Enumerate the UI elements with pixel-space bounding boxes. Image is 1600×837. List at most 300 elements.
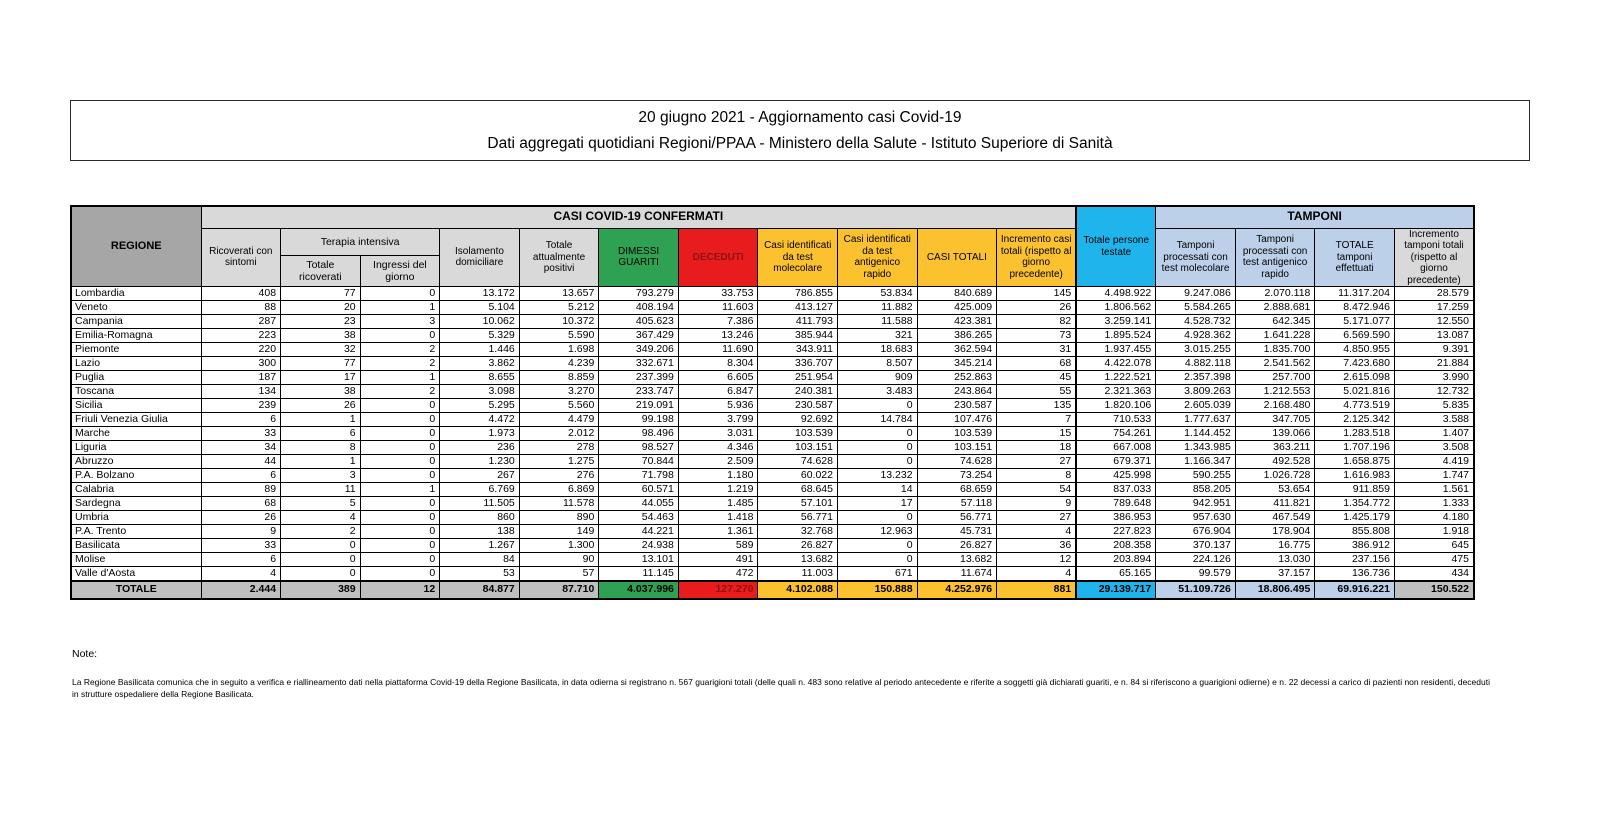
cell-value: 6.569.590 bbox=[1315, 329, 1395, 343]
totale-cell-value: 150.522 bbox=[1394, 581, 1474, 599]
col-header-dimessi-guariti: DIMESSI GUARITI bbox=[599, 228, 679, 287]
cell-value: 278 bbox=[519, 441, 599, 455]
col-header-incremento-casi: Incremento casi totali (rispetto al giorno precedente) bbox=[997, 228, 1077, 287]
cell-value: 1.333 bbox=[1394, 497, 1474, 511]
cell-value: 13.232 bbox=[838, 469, 918, 483]
cell-value: 1.283.518 bbox=[1315, 427, 1395, 441]
cell-value: 1.354.772 bbox=[1315, 497, 1395, 511]
table-row bbox=[71, 553, 1474, 567]
cell-value: 0 bbox=[360, 441, 440, 455]
cell-value: 1.616.983 bbox=[1315, 469, 1395, 483]
cell-value: 11.317.204 bbox=[1315, 287, 1395, 301]
table-row bbox=[71, 511, 1474, 525]
cell-value: 68 bbox=[997, 357, 1077, 371]
cell-value: 5.936 bbox=[678, 399, 758, 413]
cell-value: 332.671 bbox=[599, 357, 679, 371]
cell-value: 667.008 bbox=[1076, 441, 1156, 455]
cell-value: 890 bbox=[519, 511, 599, 525]
cell-value: 6 bbox=[281, 427, 361, 441]
cell-value: 13.030 bbox=[1235, 553, 1315, 567]
cell-value: 227.823 bbox=[1076, 525, 1156, 539]
cell-value: 12.550 bbox=[1394, 315, 1474, 329]
totale-cell-value: 29.139.717 bbox=[1076, 581, 1156, 599]
cell-value: 0 bbox=[838, 427, 918, 441]
cell-value: 5.590 bbox=[519, 329, 599, 343]
cell-value: 1.641.228 bbox=[1235, 329, 1315, 343]
region-name: Molise bbox=[71, 553, 201, 567]
region-name: Lazio bbox=[71, 357, 201, 371]
cell-value: 8 bbox=[281, 441, 361, 455]
table-row bbox=[71, 469, 1474, 483]
table-row bbox=[71, 441, 1474, 455]
cell-value: 860 bbox=[440, 511, 520, 525]
cell-value: 1.806.562 bbox=[1076, 301, 1156, 315]
cell-value: 1.144.452 bbox=[1156, 427, 1236, 441]
cell-value: 0 bbox=[838, 511, 918, 525]
cell-value: 2.615.098 bbox=[1315, 371, 1395, 385]
cell-value: 6 bbox=[201, 469, 281, 483]
cell-value: 385.944 bbox=[758, 329, 838, 343]
cell-value: 1.267 bbox=[440, 539, 520, 553]
cell-value: 434 bbox=[1394, 567, 1474, 581]
cell-value: 3 bbox=[281, 469, 361, 483]
region-name: Liguria bbox=[71, 441, 201, 455]
cell-value: 45 bbox=[997, 371, 1077, 385]
cell-value: 26 bbox=[281, 399, 361, 413]
cell-value: 336.707 bbox=[758, 357, 838, 371]
cell-value: 1.937.455 bbox=[1076, 343, 1156, 357]
cell-value: 4.882.118 bbox=[1156, 357, 1236, 371]
cell-value: 26.827 bbox=[758, 539, 838, 553]
cell-value: 1 bbox=[281, 413, 361, 427]
cell-value: 0 bbox=[360, 539, 440, 553]
cell-value: 1 bbox=[360, 301, 440, 315]
cell-value: 0 bbox=[838, 399, 918, 413]
col-header-incremento-tamponi: Incremento tamponi totali (rispetto al giorno precedente) bbox=[1394, 228, 1474, 287]
cell-value: 11.690 bbox=[678, 343, 758, 357]
cell-value: 9.391 bbox=[1394, 343, 1474, 357]
cell-value: 942.951 bbox=[1156, 497, 1236, 511]
cell-value: 219.091 bbox=[599, 399, 679, 413]
table-row bbox=[71, 399, 1474, 413]
cell-value: 386.912 bbox=[1315, 539, 1395, 553]
cell-value: 26 bbox=[997, 301, 1077, 315]
cell-value: 55 bbox=[997, 385, 1077, 399]
cell-value: 20 bbox=[281, 301, 361, 315]
cell-value: 4 bbox=[201, 567, 281, 581]
col-header-casi-molecolare: Casi identificati da test molecolare bbox=[758, 228, 838, 287]
region-name: P.A. Bolzano bbox=[71, 469, 201, 483]
cell-value: 103.539 bbox=[758, 427, 838, 441]
cell-value: 786.855 bbox=[758, 287, 838, 301]
cell-value: 99.198 bbox=[599, 413, 679, 427]
cell-value: 44.221 bbox=[599, 525, 679, 539]
cell-value: 74.628 bbox=[917, 455, 997, 469]
band-casi-confermati: CASI COVID-19 CONFERMATI bbox=[201, 206, 1076, 228]
cell-value: 6 bbox=[201, 553, 281, 567]
cell-value: 0 bbox=[838, 553, 918, 567]
totale-cell-value: 389 bbox=[281, 581, 361, 599]
cell-value: 0 bbox=[360, 413, 440, 427]
cell-value: 15 bbox=[997, 427, 1077, 441]
cell-value: 1.561 bbox=[1394, 483, 1474, 497]
cell-value: 2.541.562 bbox=[1235, 357, 1315, 371]
cell-value: 68 bbox=[201, 497, 281, 511]
cell-value: 10.372 bbox=[519, 315, 599, 329]
cell-value: 370.137 bbox=[1156, 539, 1236, 553]
cell-value: 68.645 bbox=[758, 483, 838, 497]
cell-value: 3.799 bbox=[678, 413, 758, 427]
cell-value: 0 bbox=[360, 287, 440, 301]
cell-value: 44 bbox=[201, 455, 281, 469]
cell-value: 6.869 bbox=[519, 483, 599, 497]
cell-value: 230.587 bbox=[758, 399, 838, 413]
cell-value: 267 bbox=[440, 469, 520, 483]
cell-value: 82 bbox=[997, 315, 1077, 329]
cell-value: 53.654 bbox=[1235, 483, 1315, 497]
cell-value: 18.683 bbox=[838, 343, 918, 357]
cell-value: 138 bbox=[440, 525, 520, 539]
cell-value: 287 bbox=[201, 315, 281, 329]
cell-value: 4.773.519 bbox=[1315, 399, 1395, 413]
table-header bbox=[71, 206, 1474, 287]
cell-value: 0 bbox=[360, 329, 440, 343]
cell-value: 1.222.521 bbox=[1076, 371, 1156, 385]
cell-value: 33 bbox=[201, 427, 281, 441]
cell-value: 1.698 bbox=[519, 343, 599, 357]
table-row bbox=[71, 455, 1474, 469]
cell-value: 3.259.141 bbox=[1076, 315, 1156, 329]
cell-value: 1.835.700 bbox=[1235, 343, 1315, 357]
cell-value: 0 bbox=[360, 553, 440, 567]
cell-value: 1.425.179 bbox=[1315, 511, 1395, 525]
page-subtitle: Dati aggregati quotidiani Regioni/PPAA - Ministero della Salute - Istituto Superiore di Sanità bbox=[487, 134, 1113, 152]
cell-value: 23 bbox=[281, 315, 361, 329]
cell-value: 77 bbox=[281, 357, 361, 371]
cell-value: 65.165 bbox=[1076, 567, 1156, 581]
cell-value: 11.603 bbox=[678, 301, 758, 315]
cell-value: 103.151 bbox=[758, 441, 838, 455]
region-name: Basilicata bbox=[71, 539, 201, 553]
cell-value: 11.145 bbox=[599, 567, 679, 581]
page-title: 20 giugno 2021 - Aggiornamento casi Covid-19 bbox=[638, 109, 962, 127]
table-row bbox=[71, 567, 1474, 581]
table-row bbox=[71, 483, 1474, 497]
totale-label: TOTALE bbox=[71, 581, 201, 599]
cell-value: 88 bbox=[201, 301, 281, 315]
cell-value: 1.026.728 bbox=[1235, 469, 1315, 483]
table-row bbox=[71, 385, 1474, 399]
totale-cell-value: 4.252.976 bbox=[917, 581, 997, 599]
cell-value: 12.963 bbox=[838, 525, 918, 539]
covid-data-table bbox=[70, 205, 1475, 600]
cell-value: 3.588 bbox=[1394, 413, 1474, 427]
totale-cell-value: 51.109.726 bbox=[1156, 581, 1236, 599]
totale-cell-value: 4.037.996 bbox=[599, 581, 679, 599]
table-row bbox=[71, 427, 1474, 441]
cell-value: 1.212.553 bbox=[1235, 385, 1315, 399]
cell-value: 2 bbox=[360, 343, 440, 357]
cell-value: 13.087 bbox=[1394, 329, 1474, 343]
table-row bbox=[71, 329, 1474, 343]
cell-value: 28.579 bbox=[1394, 287, 1474, 301]
cell-value: 4.850.955 bbox=[1315, 343, 1395, 357]
cell-value: 14 bbox=[838, 483, 918, 497]
cell-value: 7.423.680 bbox=[1315, 357, 1395, 371]
cell-value: 1.343.985 bbox=[1156, 441, 1236, 455]
region-name: Calabria bbox=[71, 483, 201, 497]
cell-value: 0 bbox=[360, 511, 440, 525]
col-header-attualmente-positivi: Totale attualmente positivi bbox=[519, 228, 599, 287]
cell-value: 17 bbox=[838, 497, 918, 511]
cell-value: 1.446 bbox=[440, 343, 520, 357]
cell-value: 1.418 bbox=[678, 511, 758, 525]
cell-value: 4.498.922 bbox=[1076, 287, 1156, 301]
table-row bbox=[71, 301, 1474, 315]
cell-value: 243.864 bbox=[917, 385, 997, 399]
cell-value: 54.463 bbox=[599, 511, 679, 525]
cell-value: 9 bbox=[997, 497, 1077, 511]
cell-value: 405.623 bbox=[599, 315, 679, 329]
col-header-deceduti: DECEDUTI bbox=[678, 228, 758, 287]
cell-value: 1.485 bbox=[678, 497, 758, 511]
cell-value: 386.265 bbox=[917, 329, 997, 343]
cell-value: 492.528 bbox=[1235, 455, 1315, 469]
cell-value: 411.793 bbox=[758, 315, 838, 329]
cell-value: 4.479 bbox=[519, 413, 599, 427]
cell-value: 92.692 bbox=[758, 413, 838, 427]
cell-value: 676.904 bbox=[1156, 525, 1236, 539]
cell-value: 103.539 bbox=[917, 427, 997, 441]
col-header-totale-ricoverati: Totale ricoverati bbox=[281, 255, 361, 286]
cell-value: 3.015.255 bbox=[1156, 343, 1236, 357]
cell-value: 233.747 bbox=[599, 385, 679, 399]
cell-value: 237.156 bbox=[1315, 553, 1395, 567]
cell-value: 425.998 bbox=[1076, 469, 1156, 483]
table-row bbox=[71, 413, 1474, 427]
totale-cell-value: 18.806.495 bbox=[1235, 581, 1315, 599]
cell-value: 5.329 bbox=[440, 329, 520, 343]
cell-value: 4.472 bbox=[440, 413, 520, 427]
cell-value: 413.127 bbox=[758, 301, 838, 315]
cell-value: 4 bbox=[281, 511, 361, 525]
cell-value: 345.214 bbox=[917, 357, 997, 371]
cell-value: 3.990 bbox=[1394, 371, 1474, 385]
cell-value: 1.658.875 bbox=[1315, 455, 1395, 469]
totale-cell-value: 87.710 bbox=[519, 581, 599, 599]
cell-value: 27 bbox=[997, 455, 1077, 469]
cell-value: 11 bbox=[281, 483, 361, 497]
cell-value: 98.496 bbox=[599, 427, 679, 441]
cell-value: 57.118 bbox=[917, 497, 997, 511]
cell-value: 590.255 bbox=[1156, 469, 1236, 483]
cell-value: 178.904 bbox=[1235, 525, 1315, 539]
cell-value: 4 bbox=[997, 567, 1077, 581]
cell-value: 11.505 bbox=[440, 497, 520, 511]
cell-value: 11.003 bbox=[758, 567, 838, 581]
cell-value: 8.655 bbox=[440, 371, 520, 385]
totale-cell-value: 4.102.088 bbox=[758, 581, 838, 599]
cell-value: 1 bbox=[281, 455, 361, 469]
col-header-casi-totali: CASI TOTALI bbox=[917, 228, 997, 287]
cell-value: 1.918 bbox=[1394, 525, 1474, 539]
cell-value: 3.031 bbox=[678, 427, 758, 441]
cell-value: 13.657 bbox=[519, 287, 599, 301]
cell-value: 0 bbox=[838, 441, 918, 455]
cell-value: 11.588 bbox=[838, 315, 918, 329]
cell-value: 73.254 bbox=[917, 469, 997, 483]
cell-value: 349.206 bbox=[599, 343, 679, 357]
notes-title: Note: bbox=[72, 648, 98, 660]
cell-value: 99.579 bbox=[1156, 567, 1236, 581]
cell-value: 5.212 bbox=[519, 301, 599, 315]
cell-value: 208.358 bbox=[1076, 539, 1156, 553]
cell-value: 589 bbox=[678, 539, 758, 553]
cell-value: 6 bbox=[201, 413, 281, 427]
cell-value: 223 bbox=[201, 329, 281, 343]
cell-value: 3.098 bbox=[440, 385, 520, 399]
cell-value: 6.605 bbox=[678, 371, 758, 385]
cell-value: 13.101 bbox=[599, 553, 679, 567]
cell-value: 1.407 bbox=[1394, 427, 1474, 441]
table-body bbox=[71, 287, 1474, 599]
cell-value: 26.827 bbox=[917, 539, 997, 553]
cell-value: 53 bbox=[440, 567, 520, 581]
cell-value: 37.157 bbox=[1235, 567, 1315, 581]
col-header-regione: REGIONE bbox=[71, 206, 201, 287]
cell-value: 57 bbox=[519, 567, 599, 581]
cell-value: 240.381 bbox=[758, 385, 838, 399]
cell-value: 14.784 bbox=[838, 413, 918, 427]
totale-cell-value: 127.270 bbox=[678, 581, 758, 599]
cell-value: 1.230 bbox=[440, 455, 520, 469]
cell-value: 1 bbox=[360, 483, 440, 497]
cell-value: 134 bbox=[201, 385, 281, 399]
cell-value: 239 bbox=[201, 399, 281, 413]
cell-value: 32 bbox=[281, 343, 361, 357]
cell-value: 2.125.342 bbox=[1315, 413, 1395, 427]
cell-value: 1 bbox=[360, 371, 440, 385]
cell-value: 837.033 bbox=[1076, 483, 1156, 497]
cell-value: 645 bbox=[1394, 539, 1474, 553]
cell-value: 60.022 bbox=[758, 469, 838, 483]
cell-value: 7.386 bbox=[678, 315, 758, 329]
cell-value: 5.584.265 bbox=[1156, 301, 1236, 315]
cell-value: 252.863 bbox=[917, 371, 997, 385]
cell-value: 2.509 bbox=[678, 455, 758, 469]
cell-value: 754.261 bbox=[1076, 427, 1156, 441]
cell-value: 4.419 bbox=[1394, 455, 1474, 469]
cell-value: 710.533 bbox=[1076, 413, 1156, 427]
cell-value: 1.361 bbox=[678, 525, 758, 539]
cell-value: 855.808 bbox=[1315, 525, 1395, 539]
region-name: Emilia-Romagna bbox=[71, 329, 201, 343]
cell-value: 5 bbox=[281, 497, 361, 511]
totale-cell-value: 881 bbox=[997, 581, 1077, 599]
cell-value: 33.753 bbox=[678, 287, 758, 301]
cell-value: 2.168.480 bbox=[1235, 399, 1315, 413]
cell-value: 642.345 bbox=[1235, 315, 1315, 329]
cell-value: 362.594 bbox=[917, 343, 997, 357]
cell-value: 5.560 bbox=[519, 399, 599, 413]
cell-value: 3.508 bbox=[1394, 441, 1474, 455]
cell-value: 491 bbox=[678, 553, 758, 567]
cell-value: 90 bbox=[519, 553, 599, 567]
cell-value: 2 bbox=[281, 525, 361, 539]
cell-value: 17 bbox=[281, 371, 361, 385]
cell-value: 5.171.077 bbox=[1315, 315, 1395, 329]
cell-value: 12 bbox=[997, 553, 1077, 567]
cell-value: 224.126 bbox=[1156, 553, 1236, 567]
cell-value: 13.682 bbox=[758, 553, 838, 567]
cell-value: 1.219 bbox=[678, 483, 758, 497]
table-row bbox=[71, 497, 1474, 511]
cell-value: 0 bbox=[360, 427, 440, 441]
cell-value: 8.859 bbox=[519, 371, 599, 385]
cell-value: 347.705 bbox=[1235, 413, 1315, 427]
cell-value: 300 bbox=[201, 357, 281, 371]
cell-value: 187 bbox=[201, 371, 281, 385]
cell-value: 467.549 bbox=[1235, 511, 1315, 525]
region-name: Piemonte bbox=[71, 343, 201, 357]
cell-value: 0 bbox=[838, 455, 918, 469]
cell-value: 74.628 bbox=[758, 455, 838, 469]
cell-value: 56.771 bbox=[917, 511, 997, 525]
cell-value: 4.180 bbox=[1394, 511, 1474, 525]
cell-value: 4.422.078 bbox=[1076, 357, 1156, 371]
cell-value: 1.820.106 bbox=[1076, 399, 1156, 413]
cell-value: 9 bbox=[201, 525, 281, 539]
cell-value: 71.798 bbox=[599, 469, 679, 483]
notes-section bbox=[72, 648, 1496, 701]
cell-value: 911.859 bbox=[1315, 483, 1395, 497]
region-name: Lombardia bbox=[71, 287, 201, 301]
cell-value: 2.321.363 bbox=[1076, 385, 1156, 399]
cell-value: 8.304 bbox=[678, 357, 758, 371]
cell-value: 11.578 bbox=[519, 497, 599, 511]
cell-value: 27 bbox=[997, 511, 1077, 525]
cell-value: 2 bbox=[360, 357, 440, 371]
cell-value: 145 bbox=[997, 287, 1077, 301]
cell-value: 89 bbox=[201, 483, 281, 497]
cell-value: 793.279 bbox=[599, 287, 679, 301]
cell-value: 44.055 bbox=[599, 497, 679, 511]
cell-value: 139.066 bbox=[1235, 427, 1315, 441]
cell-value: 0 bbox=[360, 525, 440, 539]
cell-value: 73 bbox=[997, 329, 1077, 343]
cell-value: 423.381 bbox=[917, 315, 997, 329]
region-name: Puglia bbox=[71, 371, 201, 385]
cell-value: 386.953 bbox=[1076, 511, 1156, 525]
cell-value: 408.194 bbox=[599, 301, 679, 315]
cell-value: 909 bbox=[838, 371, 918, 385]
cell-value: 57.101 bbox=[758, 497, 838, 511]
cell-value: 321 bbox=[838, 329, 918, 343]
cell-value: 236 bbox=[440, 441, 520, 455]
cell-value: 858.205 bbox=[1156, 483, 1236, 497]
cell-value: 840.689 bbox=[917, 287, 997, 301]
band-terapia-intensiva: Terapia intensiva bbox=[281, 228, 440, 255]
cell-value: 21.884 bbox=[1394, 357, 1474, 371]
cell-value: 32.768 bbox=[758, 525, 838, 539]
cell-value: 60.571 bbox=[599, 483, 679, 497]
cell-value: 1.895.524 bbox=[1076, 329, 1156, 343]
cell-value: 0 bbox=[360, 455, 440, 469]
cell-value: 24.938 bbox=[599, 539, 679, 553]
cell-value: 8.472.946 bbox=[1315, 301, 1395, 315]
cell-value: 8.507 bbox=[838, 357, 918, 371]
totale-cell-value: 150.888 bbox=[838, 581, 918, 599]
